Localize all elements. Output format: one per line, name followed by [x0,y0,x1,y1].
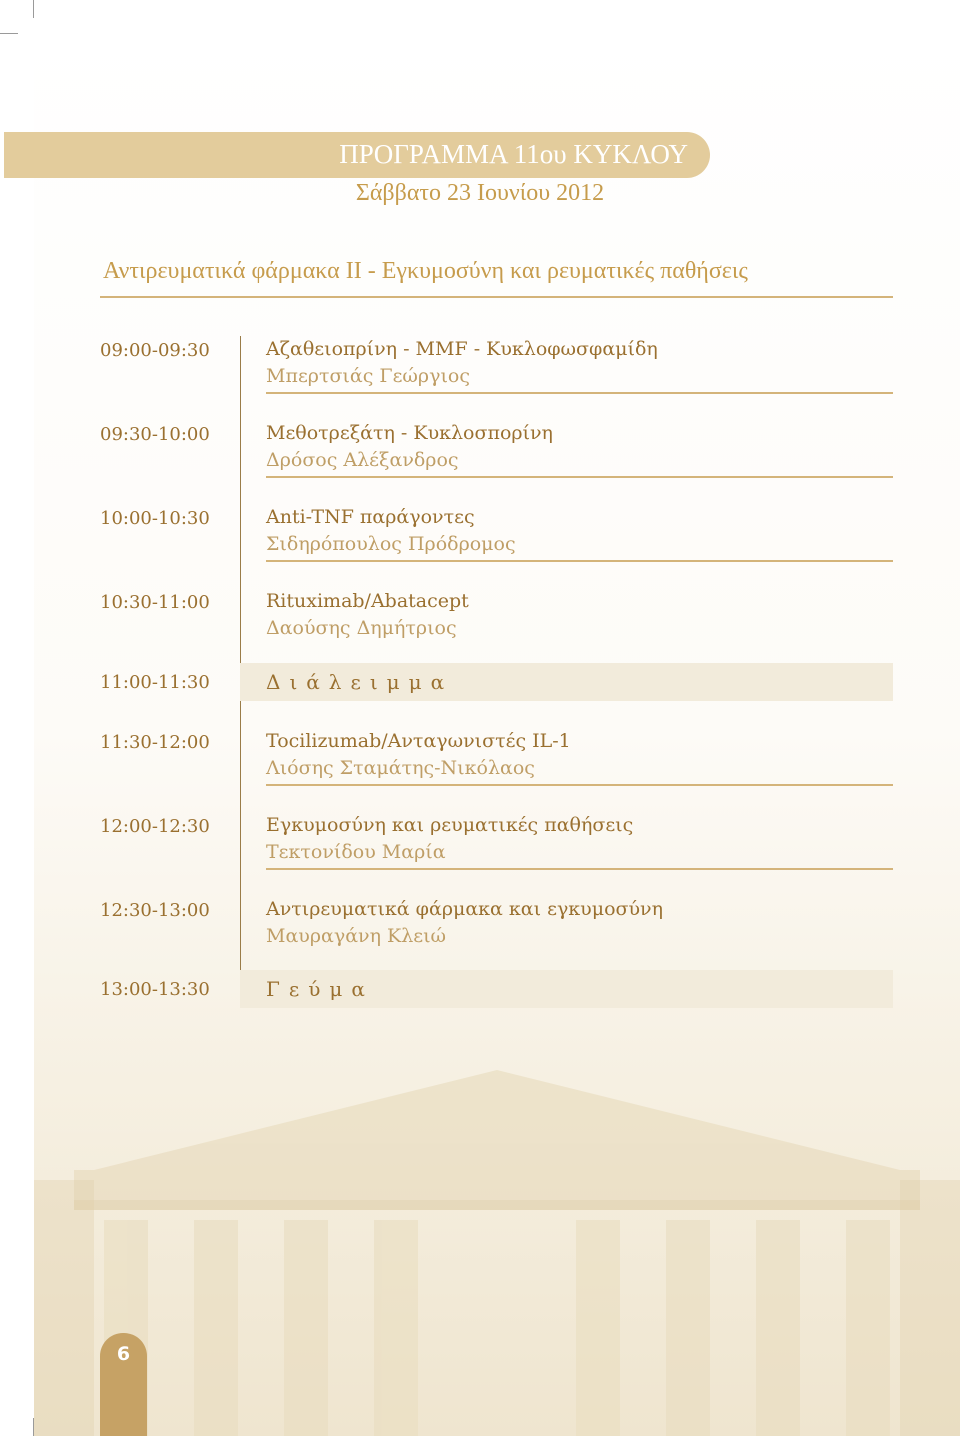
session-title: Anti-TNF παράγοντες [266,506,475,528]
schedule-row [100,808,893,870]
page-number: 6 [116,1343,131,1365]
session-title: Αζαθειοπρίνη - MMF - Κυκλοφωσφαμίδη [266,338,658,360]
session-title: Μεθοτρεξάτη - Κυκλοσπορίνη [266,422,553,444]
session-time: 11:30-12:00 [100,732,210,753]
topic-divider [100,296,893,298]
session-speaker: Τεκτονίδου Μαρία [266,841,446,863]
schedule-row [100,724,893,786]
session-topic-heading: Αντιρευματικά φάρμακα ΙΙ - Εγκυμοσύνη και ρευματικές παθήσεις [103,258,748,284]
session-time: 10:30-11:00 [100,592,210,613]
schedule-row [100,332,893,394]
session-time: 09:30-10:00 [100,424,210,445]
row-divider [266,868,893,870]
session-speaker: Λιόσης Σταμάτης-Νικόλαος [266,757,535,779]
page-number-tab [100,1333,147,1436]
building-background-illustration [34,1060,960,1436]
session-title: Tocilizumab/Ανταγωνιστές IL-1 [266,730,571,752]
row-divider [266,392,893,394]
schedule-row [100,584,893,646]
row-divider [266,476,893,478]
session-title: Rituximab/Abatacept [266,590,469,612]
break-title: Διάλειμμα [266,670,454,694]
program-date: Σάββατο 23 Ιουνίου 2012 [355,180,605,206]
session-speaker: Μπερτσιάς Γεώργιος [266,365,470,387]
program-title: ΠΡΟΓΡΑΜΜΑ 11ου ΚΥΚΛΟΥ [339,139,688,169]
schedule-row [100,500,893,562]
session-title: Αντιρευματικά φάρμακα και εγκυμοσύνη [266,898,663,920]
session-time: 10:00-10:30 [100,508,210,529]
session-time: 09:00-09:30 [100,340,210,361]
row-divider [266,784,893,786]
session-time: 12:30-13:00 [100,900,210,921]
session-time: 13:00-13:30 [100,979,210,1000]
row-divider [266,560,893,562]
program-title-banner [4,132,710,178]
crop-mark [0,33,18,34]
break-row [100,663,893,701]
session-speaker: Μαυραγάνη Κλειώ [266,925,447,947]
break-row [100,970,893,1008]
session-speaker: Σιδηρόπουλος Πρόδρομος [266,533,516,555]
session-title: Εγκυμοσύνη και ρευματικές παθήσεις [266,814,634,836]
session-time: 11:00-11:30 [100,672,210,693]
schedule-row [100,416,893,478]
session-speaker: Δαούσης Δημήτριος [266,617,457,639]
session-speaker: Δρόσος Αλέξανδρος [266,449,459,471]
crop-mark [33,0,34,18]
session-time: 12:00-12:30 [100,816,210,837]
schedule-row [100,892,893,954]
break-title: Γεύμα [266,977,374,1001]
